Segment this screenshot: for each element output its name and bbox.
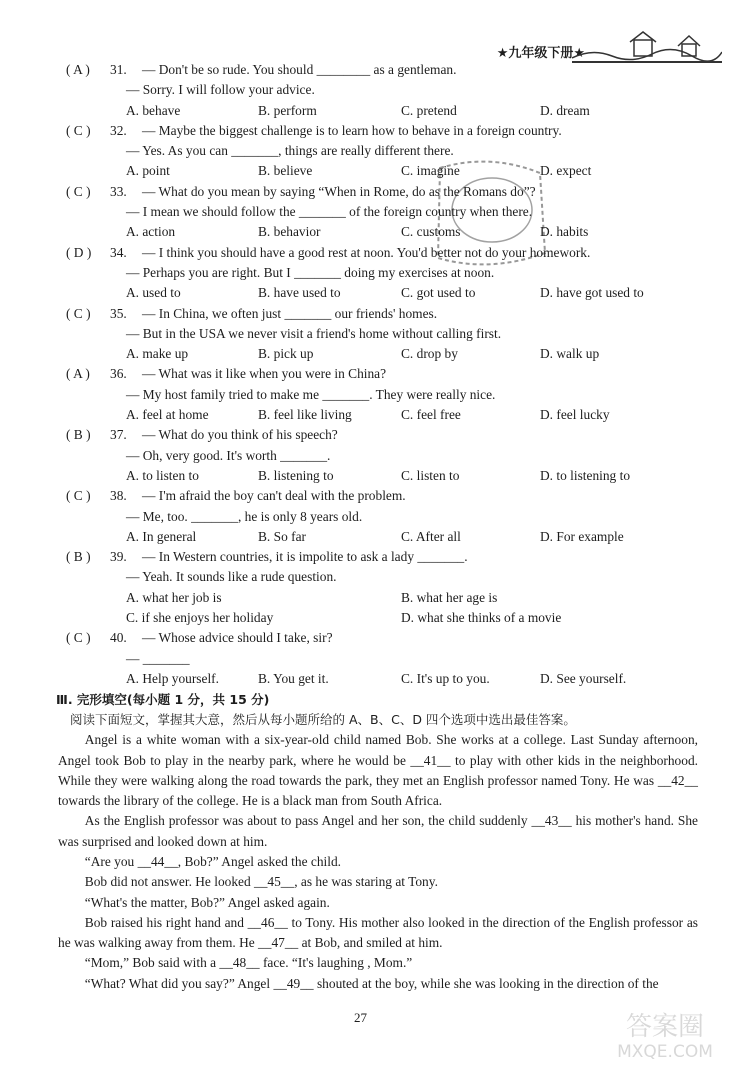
option-a: A. point xyxy=(126,163,170,179)
watermark-subtext: MXQE.COM xyxy=(617,1042,713,1062)
option-b: B. listening to xyxy=(258,467,334,483)
answer: ( C ) xyxy=(66,630,91,646)
answer: ( B ) xyxy=(66,549,91,565)
option-b: B. what her age is xyxy=(401,589,498,605)
question-number: 40. xyxy=(110,630,127,646)
reply-text: — Yeah. It sounds like a rude question. xyxy=(126,569,337,585)
question-text: — I'm afraid the boy can't deal with the problem. xyxy=(142,488,406,504)
question-item xyxy=(58,243,698,304)
option-b: B. pick up xyxy=(258,346,314,362)
question-text: — I think you should have a good rest at noon. You'd better not do your homework. xyxy=(142,244,591,260)
passage-paragraph: “Are you __44__, Bob?” Angel asked the child. xyxy=(84,853,342,869)
option-a: A. what her job is xyxy=(126,589,222,605)
option-a: A. In general xyxy=(126,528,197,544)
question-39 xyxy=(58,547,698,628)
option-b: B. perform xyxy=(258,102,317,118)
option-d: D. to listening to xyxy=(540,467,631,483)
answer: ( A ) xyxy=(66,366,90,382)
question-item xyxy=(58,121,698,182)
passage-paragraph: “What's the matter, Bob?” Angel asked again. xyxy=(84,894,330,910)
option-c: C. imagine xyxy=(401,163,460,179)
section-title: Ⅲ. 完形填空(每小题 1 分，共 15 分) xyxy=(56,692,270,708)
reply-text: — Yes. As you can _______, things are really different there. xyxy=(126,143,454,159)
option-d: D. expect xyxy=(540,163,592,179)
multiple-choice-list xyxy=(58,60,698,547)
question-text: — In Western countries, it is impolite to ask a lady _______. xyxy=(142,549,468,565)
reply-text: — My host family tried to make me _______. They were really nice. xyxy=(126,386,496,402)
option-c: C. drop by xyxy=(401,346,458,362)
question-number: 35. xyxy=(110,305,127,321)
option-a: A. Help yourself. xyxy=(126,670,219,686)
question-number: 37. xyxy=(110,427,127,443)
question-text: — Whose advice should I take, sir? xyxy=(142,630,333,646)
option-a: A. action xyxy=(126,224,176,240)
option-c: C. listen to xyxy=(401,467,460,483)
question-number: 34. xyxy=(110,244,127,260)
question-item xyxy=(58,182,698,243)
passage-paragraph: “What? What did you say?” Angel __49__ shouted at the boy, while she was looking in the direction of the xyxy=(84,975,659,991)
option-a: A. feel at home xyxy=(126,407,209,423)
answer: ( C ) xyxy=(66,183,91,199)
option-a: A. behave xyxy=(126,102,181,118)
answer: ( C ) xyxy=(66,488,91,504)
reply-text: — _______ xyxy=(126,650,190,666)
question-number: 38. xyxy=(110,488,127,504)
page-header xyxy=(0,0,750,61)
option-c: C. feel free xyxy=(401,407,461,423)
option-d: D. have got used to xyxy=(540,285,644,301)
question-number: 32. xyxy=(110,122,127,138)
question-text: — What do you think of his speech? xyxy=(142,427,338,443)
option-b: B. You get it. xyxy=(258,670,329,686)
option-c: C. pretend xyxy=(401,102,457,118)
question-item xyxy=(58,364,698,425)
option-d: D. what she thinks of a movie xyxy=(401,610,562,626)
option-b: B. behavior xyxy=(258,224,321,240)
watermark-logo xyxy=(600,1005,730,1063)
page-content xyxy=(58,60,698,994)
answer: ( A ) xyxy=(66,62,90,77)
option-c: C. After all xyxy=(401,528,461,544)
reply-text: — But in the USA we never visit a friend's home without calling first. xyxy=(126,325,502,341)
grade-tag: ★九年级下册★ xyxy=(496,46,585,61)
question-number: 31. xyxy=(110,62,127,77)
option-d: D. See yourself. xyxy=(540,670,627,686)
reply-text: — Oh, very good. It's worth _______. xyxy=(126,447,331,463)
question-number: 33. xyxy=(110,183,127,199)
question-item xyxy=(58,425,698,486)
question-item xyxy=(58,486,698,547)
question-number: 39. xyxy=(110,549,127,565)
question-number: 36. xyxy=(110,366,127,382)
option-c: C. customs xyxy=(401,224,461,240)
passage-paragraph: Angel is a white woman with a six-year-old child named Bob. She works at a college. Last Sunday afternoon, Angel took Bob to play in the nearby park, where he would be __41__ to play with other kids in the neighborhood. While they were walking along the road towards the park, they met an English professor named Tony. He was __42__ towards the library of the college. He is a black man from South Africa. xyxy=(58,732,698,809)
option-d: D. habits xyxy=(540,224,589,240)
passage-paragraph: “Mom,” Bob said with a __48__ face. “It's laughing , Mom.” xyxy=(84,955,413,971)
question-40 xyxy=(58,628,698,689)
option-a: A. make up xyxy=(126,346,189,362)
answer: ( D ) xyxy=(66,244,92,260)
option-c: C. if she enjoys her holiday xyxy=(126,610,274,626)
passage-paragraph: Bob raised his right hand and __46__ to Tony. His mother also looked in the direction of the English professor as he was walking away from them. He __47__ at Bob, and smiled at him. xyxy=(58,914,698,951)
watermark-text: 答案圈 xyxy=(625,1012,705,1042)
question-text: — What do you mean by saying “When in Rome, do as the Romans do”? xyxy=(142,183,536,199)
page-number: 27 xyxy=(354,1010,367,1025)
option-d: D. walk up xyxy=(540,346,600,362)
option-b: B. believe xyxy=(258,163,313,179)
cloze-passage xyxy=(58,730,698,994)
option-d: D. For example xyxy=(540,528,624,544)
question-text: — In China, we often just _______ our friends' homes. xyxy=(142,305,438,321)
question-text: — Maybe the biggest challenge is to learn how to behave in a foreign country. xyxy=(142,122,562,138)
reply-text: — Sorry. I will follow your advice. xyxy=(126,82,315,98)
answer: ( C ) xyxy=(66,305,91,321)
question-text: — Don't be so rude. You should ________ as a gentleman. xyxy=(142,62,457,77)
section-instructions: 阅读下面短文，掌握其大意，然后从每小题所给的 A、B、C、D 四个选项中选出最佳答案。 xyxy=(70,712,576,728)
option-a: A. to listen to xyxy=(126,467,199,483)
option-a: A. used to xyxy=(126,285,181,301)
question-item xyxy=(58,60,698,121)
option-c: C. got used to xyxy=(401,285,476,301)
passage-paragraph: Bob did not answer. He looked __45__, as he was staring at Tony. xyxy=(84,874,438,890)
answer: ( B ) xyxy=(66,427,91,443)
option-b: B. So far xyxy=(258,528,306,544)
reply-text: — Perhaps you are right. But I _______ doing my exercises at noon. xyxy=(126,264,495,280)
option-d: D. dream xyxy=(540,102,590,118)
reply-text: — Me, too. _______, he is only 8 years old. xyxy=(126,508,363,524)
question-text: — What was it like when you were in China? xyxy=(142,366,387,382)
option-d: D. feel lucky xyxy=(540,407,610,423)
reply-text: — I mean we should follow the _______ of the foreign country when there. xyxy=(126,204,533,220)
question-item xyxy=(58,304,698,365)
option-b: B. have used to xyxy=(258,285,341,301)
passage-paragraph: As the English professor was about to pass Angel and her son, the child suddenly __43__ his mother's hand. She was surprised and looked down at him. xyxy=(58,813,698,849)
answer: ( C ) xyxy=(66,122,91,138)
option-b: B. feel like living xyxy=(258,407,352,423)
option-c: C. It's up to you. xyxy=(401,670,490,686)
